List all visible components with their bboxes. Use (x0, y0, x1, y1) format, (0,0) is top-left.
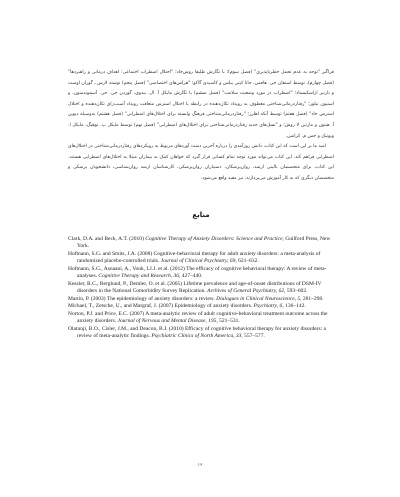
reference-item: Martin, P. (2003) The epidemiology of anxiety disorders: a review. Dialogues in Clinical Neuroscience, 5, 281–298. (68, 295, 324, 302)
reference-item: Hofmann, S.G., Asnaani, A., Vonk, I.J.J. et al. (2012) The efficacy of cognitive behavioral therapy: A review of meta-analyses. Cognitive Therapy and Research, 36, 427–440. (68, 265, 327, 279)
reference-item: Kessler, R.C., Berglund, P., Demler, O. et al. (2005) Lifetime prevalence and age-of-onset distributions of DSM-IV disorders in the National Comorbidity Survey Replication. Archives of General Psychiatry, 62, 593–602. (68, 280, 322, 294)
reference-item: Michael, T., Zetsche, U., and Margraf, J. (2007) Epidemiology of anxiety disorders. Psychiatry, 6, 136–142. (68, 303, 306, 310)
references-heading: منابع (192, 210, 210, 219)
persian-body-text (68, 68, 334, 185)
references-list (68, 236, 334, 341)
reference-item: Olatunji, B.O., Cisler, J.M., and Deacon, B.J. (2010) Efficacy of cognitive behavioral therapy for anxiety disorders: a review of meta-analytic findings. Psychiatric Clinics of North America, 33, 557–577. (68, 326, 326, 340)
reference-item: Clark, D.A. and Beck, A.T. (2010) Cognitive Therapy of Anxiety Disorders: Science and Practice, Guilford Press, New York. (68, 235, 331, 249)
body-paragraph-1: فراگیر "توجه به عدم تحمل خطرناپذیری" (فصل سوم)؛ با نگارش طلیقا روس‌جاد؛ "اختلال اضطراب اجتماعی: اهداف درمانی و راهبردها" (فصل چهارم)، توسط استفان جی. هافمن، جانا کیتی بیلس و کاسیدی گاکو؛ "هراس‌های اختصاصی" (فصل پنجم) نوشته لارس ـ گوران اوست و تارنیر ازاشکیستاد؛ "اضطراب در مورد وضعیت سلامت" (فصل ششم) با نگارش مایکل آ. ال. بیدوی، گوردن جی. جی. آسموندسون، و استیون تیلور؛ "رفتاردرمانی‌شناختی معطوف به رویداد تکان‌دهنده در رابطه با اختلال استرس متعاقب رویداد آسیب‌زای تکان‌دهنده و اختلال استرس حاد" (فصل هفتم) توسط آنکه اهلرز؛ "رفتاردرمانی‌شناختی فرهنگ وابسته برای اختلال‌های اضطرابی" (فصل هشتم) به‌وسیله دیوین آ. هیتون و مارتین لا روش؛ و "نسل‌های جدید رفتاردرمانی‌شناختی برای اختلال‌های اضطرابی" (فصل نهم) توسط مایکل پ. توهیگ، مایکل ا. ویونیک و جس م. کرانس. (68, 70, 334, 139)
reference-item: Hofmann, S.G. and Smits, J.A. (2008) Cognitive-behavioral therapy for adult anxiety disorders: a meta-analysis of randomized placebo-controlled trials. Journal of Clinical Psychiatry, 69, 621–632. (68, 250, 321, 264)
reference-item: Norton, P.J. and Price, E.C. (2007) A meta-analytic review of adult cognitive-behavioral treatment outcome across the anxiety disorders. Journal of Nervous and Mental Disease, 195, 521–531. (68, 311, 328, 325)
page-number: ۱۶ (197, 462, 203, 467)
body-paragraph-2: امید ما بر این است که این کتاب، دانش روزآمدی را درباره آخرین دست آوردهای مربوط به رویکردهای رفتاردرمانی‌شناختی در اختلال‌های اضطرابی فراهم کند. این کتاب می‌تواند مورد توجه تمام کسانی قرار گیرد که خواهان کمک به بیماران مبتلا به اختلال‌های اضطرابی هستند. این کتاب، برای متخصصان بالینی ارشد، روان‌پزشکان، دستیاران روان‌پزشکی، کارشناسان ارشد روان‌شناسی، دانشجویان پزشکی و متخصصان دیگری که به کار آموزش می‌پردازند، نیز مفید واقع می‌شود. (68, 144, 334, 181)
